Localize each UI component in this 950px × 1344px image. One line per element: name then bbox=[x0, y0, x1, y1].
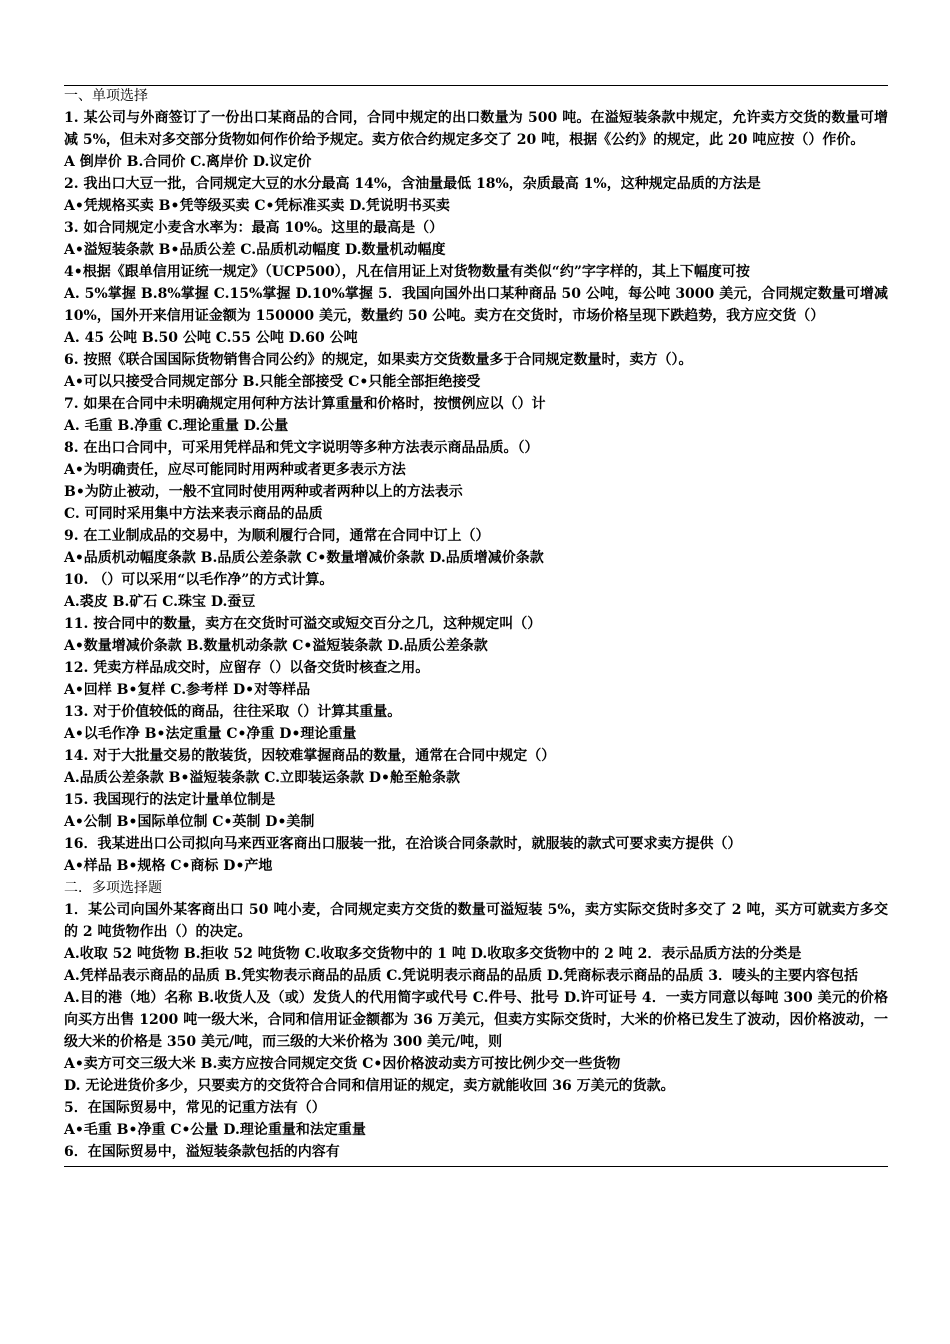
options-9: A•品质机动幅度条款 B.品质公差条款 C•数量增减价条款 D.品质增减价条款 bbox=[64, 550, 544, 566]
options-14: A.品质公差条款 B•溢短装条款 C.立即装运条款 D•舱至舱条款 bbox=[64, 770, 460, 786]
document-body bbox=[64, 85, 888, 1163]
question-4: 4•根据《跟单信用证统一规定》（UCP500），凡在信用证上对货物数量有类似“约”字字样的，其上下幅度可按 bbox=[64, 264, 750, 280]
options-5: A. 45 公吨 B.50 公吨 C.55 公吨 D.60 公吨 bbox=[64, 330, 358, 346]
mc-options-1-question-2: A.收取 52 吨货物 B.拒收 52 吨货物 C.收取多交货物中的 1 吨 D.收取多交货物中的 2 吨 2．表示品质方法的分类是 bbox=[64, 946, 802, 962]
mc-options-5: A•毛重 B•净重 C•公量 D.理论重量和法定重量 bbox=[64, 1122, 366, 1138]
options-13: A•以毛作净 B•法定重量 C•净重 D•理论重量 bbox=[64, 726, 357, 742]
question-14: 14. 对于大批量交易的散装货，因较难掌握商品的数量，通常在合同中规定（） bbox=[64, 748, 556, 764]
options-15: A•公制 B•国际单位制 C•英制 D•美制 bbox=[64, 814, 315, 830]
mc-options-4-abc: A•卖方可交三级大米 B.卖方应按合同规定交货 C•因价格波动卖方可按比例少交一些货物 bbox=[64, 1056, 621, 1072]
mc-options-2-question-3: A.凭样品表示商品的品质 B.凭实物表示商品的品质 C.凭说明表示商品的品质 D.凭商标表示商品的品质 3．唛头的主要内容包括 bbox=[64, 968, 858, 984]
options-6: A•可以只接受合同规定部分 B.只能全部接受 C•只能全部拒绝接受 bbox=[64, 374, 481, 390]
mc-question-6: 6．在国际贸易中，溢短装条款包括的内容有 bbox=[64, 1144, 340, 1160]
mc-question-5: 5．在国际贸易中，常见的记重方法有（） bbox=[64, 1100, 326, 1116]
options-7: A. 毛重 B.净重 C.理论重量 D.公量 bbox=[64, 418, 289, 434]
section-heading-multiple-choice: 二．多项选择题 bbox=[64, 880, 162, 896]
option-8b: B•为防止被动，一般不宜同时使用两种或者两种以上的方法表示 bbox=[64, 484, 463, 500]
question-6: 6. 按照《联合国国际货物销售合同公约》的规定，如果卖方交货数量多于合同规定数量时，卖方（）。 bbox=[64, 352, 693, 368]
question-11: 11. 按合同中的数量，卖方在交货时可溢交或短交百分之几，这种规定叫（） bbox=[64, 616, 542, 632]
options-2: A•凭规格买卖 B•凭等级买卖 C•凭标准买卖 D.凭说明书买卖 bbox=[64, 198, 450, 214]
question-10: 10. （）可以采用“以毛作净”的方式计算。 bbox=[64, 572, 334, 588]
options-3: A•溢短装条款 B•品质公差 C.品质机动幅度 D.数量机动幅度 bbox=[64, 242, 446, 258]
question-1: 1. 某公司与外商签订了一份出口某商品的合同，合同中规定的出口数量为 500 吨。在溢短装条款中规定，允许卖方交货的数量可增减 5%，但未对多交部分货物如何作价给予规定。卖方依合约规定多交了 20 吨，根据《公约》的规定，此 20 吨应按（）作价。 bbox=[64, 110, 888, 148]
question-12: 12. 凭卖方样品成交时，应留存（）以备交货时核查之用。 bbox=[64, 660, 430, 676]
option-8c: C. 可同时采用集中方法来表示商品的品质 bbox=[64, 506, 323, 522]
options-1: A 倒岸价 B.合同价 C.离岸价 D.议定价 bbox=[64, 154, 312, 170]
question-16: 16．我某进出口公司拟向马来西亚客商出口服装一批，在洽谈合同条款时，就服装的款式可要求卖方提供（） bbox=[64, 836, 742, 852]
mc-options-4-d: D. 无论进货价多少，只要卖方的交货符合合同和信用证的规定，卖方就能收回 36 万美元的货款。 bbox=[64, 1078, 675, 1094]
options-16: A•样品 B•规格 C•商标 D•产地 bbox=[64, 858, 273, 874]
mc-options-3-question-4: A.目的港（地）名称 B.收货人及（或）发货人的代用简字或代号 C.件号、批号 D.许可证号 4．一卖方同意以每吨 300 美元的价格向买方出售 1200 吨一级大米，合同和信用证金额都为 36 万美元，但卖方实际交货时，大米的价格已发生了波动，因价格波动，一级大米的价格是 350 美元/吨，而三级的大米价格为 300 美元/吨，则 bbox=[64, 990, 888, 1050]
question-7: 7. 如果在合同中未明确规定用何种方法计算重量和价格时，按惯例应以（）计 bbox=[64, 396, 546, 412]
options-11: A•数量增减价条款 B.数量机动条款 C•溢短装条款 D.品质公差条款 bbox=[64, 638, 488, 654]
options-4-question-5: A. 5%掌握 B.8%掌握 C.15%掌握 D.10%掌握 5．我国向国外出口某种商品 50 公吨，每公吨 3000 美元，合同规定数量可增减 10%，国外开来信用证金额为 150000 美元，数量约 50 公吨。卖方在交货时，市场价格呈现下跌趋势，我方应交货（） bbox=[64, 286, 888, 324]
mc-question-1: 1．某公司向国外某客商出口 50 吨小麦，合同规定卖方交货的数量可溢短装 5%，卖方实际交货时多交了 2 吨，买方可就卖方多交的 2 吨货物作出（）的决定。 bbox=[64, 902, 888, 940]
question-13: 13. 对于价值较低的商品，往往采取（）计算其重量。 bbox=[64, 704, 402, 720]
question-8: 8. 在出口合同中，可采用凭样品和凭文字说明等多种方法表示商品品质。（） bbox=[64, 440, 539, 456]
question-9: 9. 在工业制成品的交易中，为顺利履行合同，通常在合同中订上（） bbox=[64, 528, 490, 544]
question-15: 15. 我国现行的法定计量单位制是 bbox=[64, 792, 276, 808]
question-2: 2. 我出口大豆一批，合同规定大豆的水分最高 14%，含油量最低 18%，杂质最高 1%，这种规定品质的方法是 bbox=[64, 176, 761, 192]
option-8a: A•为明确责任，应尽可能同时用两种或者更多表示方法 bbox=[64, 462, 406, 478]
options-10: A.裘皮 B.矿石 C.珠宝 D.蚕豆 bbox=[64, 594, 256, 610]
question-3: 3. 如合同规定小麦含水率为：最高 10%。这里的最高是（） bbox=[64, 220, 444, 236]
section-heading-single-choice: 一、单项选择 bbox=[64, 88, 148, 104]
middle-rule bbox=[64, 1166, 888, 1167]
options-12: A•回样 B•复样 C.参考样 D•对等样品 bbox=[64, 682, 311, 698]
